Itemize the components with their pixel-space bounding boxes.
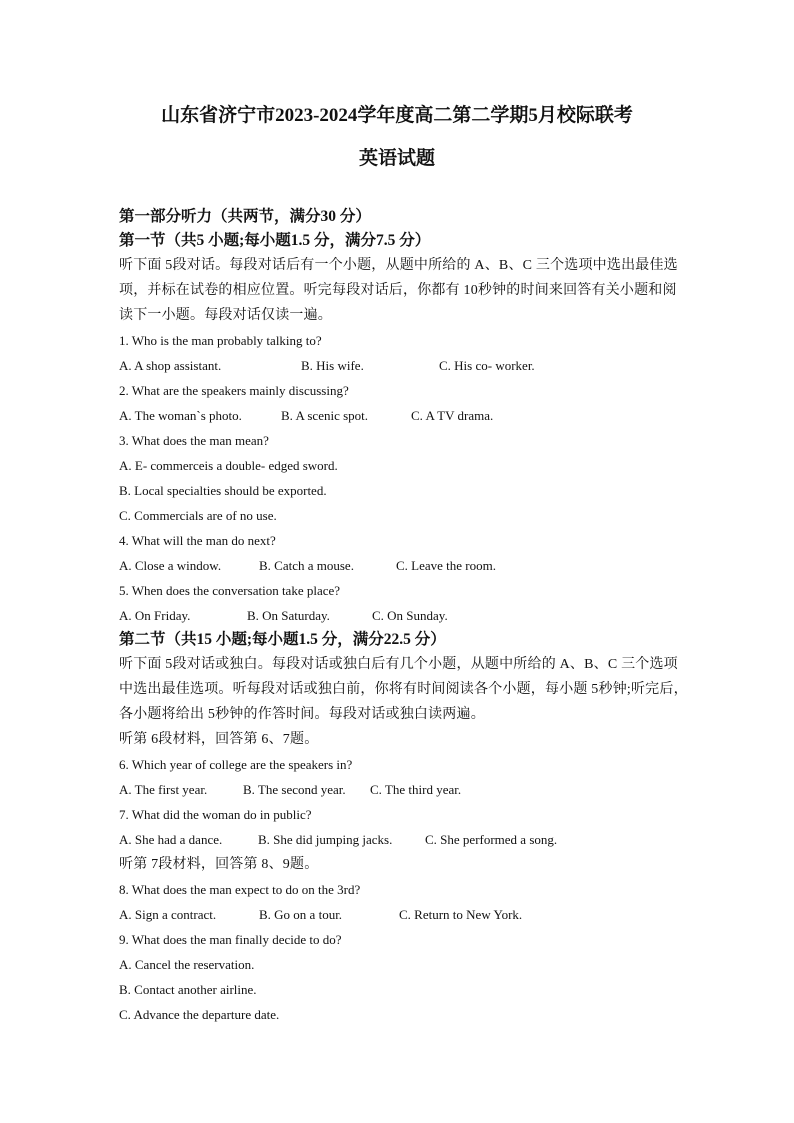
question-8: 8. What does the man expect to do on the 3rd? bbox=[119, 882, 361, 897]
question-5-options bbox=[119, 603, 679, 628]
question-1: 1. Who is the man probably talking to? bbox=[119, 333, 322, 348]
instruction-line: 项，并标在试卷的相应位置。听完每段对话后，你都有 10秒钟的时间来回答有关小题和阅 bbox=[119, 283, 677, 298]
section1-instructions bbox=[119, 253, 679, 328]
question-2-options bbox=[119, 403, 679, 428]
question-7: 7. What did the woman do in public? bbox=[119, 807, 312, 822]
question-4: 4. What will the man do next? bbox=[119, 533, 276, 548]
option-b: B. Local specialties should be exported. bbox=[119, 483, 327, 498]
option-c: C. The third year. bbox=[370, 782, 462, 797]
option-b: B. On Saturday. bbox=[247, 608, 330, 623]
question-6: 6. Which year of college are the speakers in? bbox=[119, 757, 353, 772]
section2-instructions bbox=[119, 652, 688, 727]
instruction-line: 读下一小题。每段对话仅读一遍。 bbox=[119, 308, 332, 323]
option-c: C. A TV drama. bbox=[411, 408, 494, 423]
option-a: A. Sign a contract. bbox=[119, 907, 217, 922]
option-a: A. Close a window. bbox=[119, 558, 222, 573]
question-1-options bbox=[119, 353, 679, 378]
instruction-line: 听下面 5段对话。每段对话后有一个小题，从题中所给的 A、B、C 三个选项中选出最佳选 bbox=[119, 258, 678, 273]
option-c: C. She performed a song. bbox=[425, 832, 558, 847]
option-c: C. On Sunday. bbox=[372, 608, 448, 623]
option-b: B. She did jumping jacks. bbox=[258, 832, 393, 847]
exam-subtitle: 英语试题 bbox=[358, 148, 435, 169]
instruction-line: 听下面 5段对话或独白。每段对话或独白后有几个小题，从题中所给的 A、B、C 三个选项 bbox=[119, 657, 678, 672]
question-7-options bbox=[119, 827, 679, 852]
question-2: 2. What are the speakers mainly discussing? bbox=[119, 383, 349, 398]
option-b: B. The second year. bbox=[243, 782, 346, 797]
exam-content bbox=[119, 205, 688, 1027]
option-a: A. E- commerceis a double- edged sword. bbox=[119, 458, 338, 473]
section2-heading: 第二节（共15 小题;每小题1.5 分，满分22.5 分） bbox=[119, 631, 446, 648]
option-b: B. Go on a tour. bbox=[259, 907, 343, 922]
option-b: B. A scenic spot. bbox=[281, 408, 369, 423]
question-9: 9. What does the man finally decide to do? bbox=[119, 932, 342, 947]
instruction-line: 中选出最佳选项。听每段对话或独白前，你将有时间阅读各个小题，每小题 5秒钟;听完后， bbox=[119, 682, 688, 697]
option-a: A. Cancel the reservation. bbox=[119, 957, 255, 972]
option-c: C. Advance the departure date. bbox=[119, 1007, 280, 1022]
option-a: A. She had a dance. bbox=[119, 832, 223, 847]
part1-heading: 第一部分听力（共两节，满分30 分） bbox=[119, 208, 371, 225]
option-b: B. His wife. bbox=[301, 358, 364, 373]
option-a: A. The first year. bbox=[119, 782, 208, 797]
option-a: A. The woman`s photo. bbox=[119, 408, 242, 423]
option-a: A. A shop assistant. bbox=[119, 358, 222, 373]
question-8-options bbox=[119, 902, 679, 927]
section1-heading: 第一节（共5 小题;每小题1.5 分，满分7.5 分） bbox=[119, 232, 431, 249]
option-b: B. Catch a mouse. bbox=[259, 558, 354, 573]
question-5: 5. When does the conversation take place? bbox=[119, 583, 341, 598]
material-6-note: 听第 6段材料，回答第 6、7题。 bbox=[119, 732, 319, 747]
option-b: B. Contact another airline. bbox=[119, 982, 257, 997]
question-6-options bbox=[119, 777, 679, 802]
option-c: C. Return to New York. bbox=[399, 907, 523, 922]
option-c: C. Leave the room. bbox=[396, 558, 496, 573]
question-4-options bbox=[119, 553, 679, 578]
option-c: C. His co- worker. bbox=[439, 358, 535, 373]
option-c: C. Commercials are of no use. bbox=[119, 508, 277, 523]
instruction-line: 各小题将给出 5秒钟的作答时间。每段对话或独白读两遍。 bbox=[119, 707, 485, 722]
material-7-note: 听第 7段材料，回答第 8、9题。 bbox=[119, 857, 319, 872]
exam-title: 山东省济宁市2023-2024学年度高二第二学期5月校际联考 bbox=[161, 105, 633, 126]
option-a: A. On Friday. bbox=[119, 608, 191, 623]
question-3: 3. What does the man mean? bbox=[119, 433, 269, 448]
